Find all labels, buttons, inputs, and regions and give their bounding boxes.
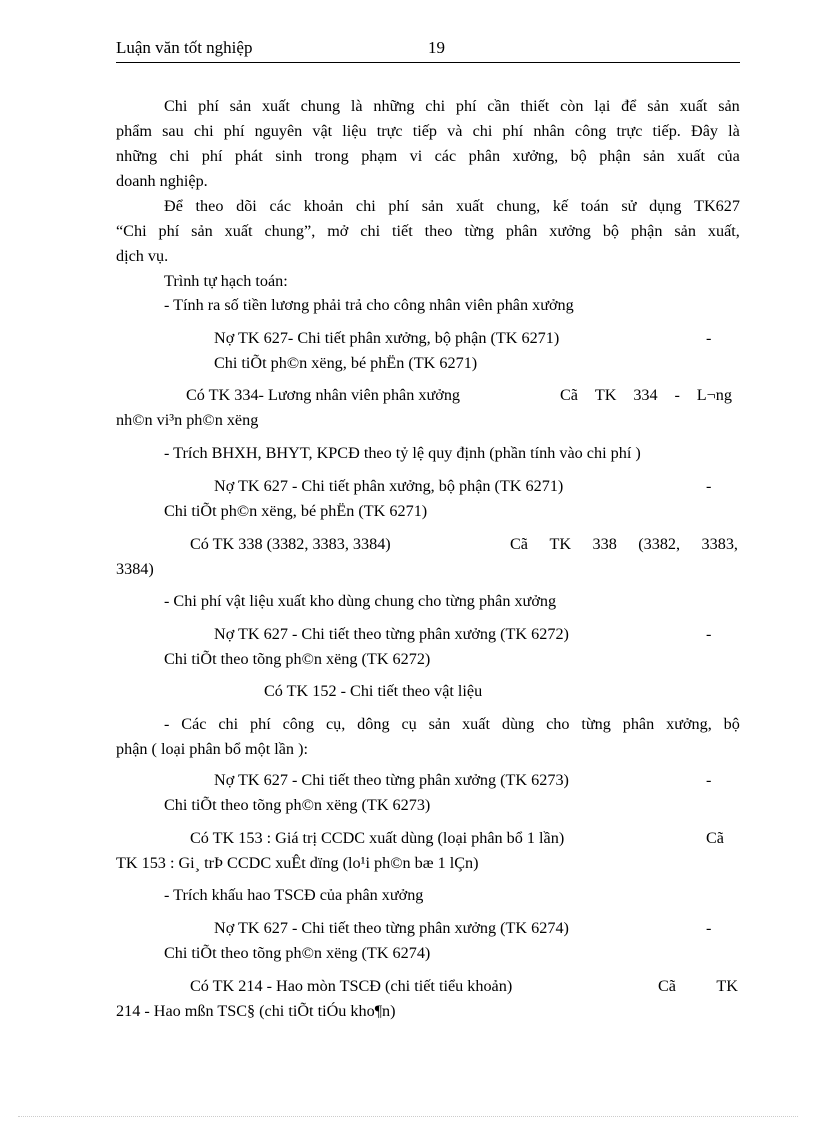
word: xuất: [679, 97, 708, 115]
word: sử: [621, 197, 637, 215]
word: Chi: [164, 97, 188, 115]
page-header: [116, 38, 740, 62]
word: kế: [552, 197, 569, 215]
b4-debit-dash: -: [706, 771, 712, 789]
word: phí: [250, 715, 271, 733]
word: các: [269, 197, 292, 215]
word: khoản: [303, 197, 344, 215]
word: sản: [428, 715, 451, 733]
para1-line4: doanh nghiệp.: [116, 172, 208, 190]
word: xuất: [677, 147, 705, 165]
word: phân: [505, 222, 538, 240]
word: cho: [546, 715, 570, 733]
b4-debit-entry-legacy: Chi tiÕt theo tõng ph©n xëng (TK 6273): [164, 796, 431, 814]
b3-credit-entry: Có TK 152 - Chi tiết theo vật liệu: [264, 682, 483, 700]
word: chi: [193, 122, 214, 140]
word: sản: [191, 222, 213, 240]
word: trực: [616, 122, 643, 140]
header-title: Luận văn tốt nghiệp: [116, 38, 253, 57]
word: phẩm: [116, 122, 152, 140]
b3-debit-entry: Nợ TK 627 - Chi tiết theo từng phân xưởng (TK 6272): [214, 625, 569, 643]
b5-debit-entry: Nợ TK 627 - Chi tiết theo từng phân xưởng (TK 6274): [214, 919, 569, 937]
word: xuất: [455, 197, 484, 215]
word: 338: [592, 535, 617, 553]
word: xưởng: [549, 222, 591, 240]
word: phạm: [361, 147, 398, 165]
bullet-2: - Trích BHXH, BHYT, KPCĐ theo tỷ lệ quy định (phần tính vào chi phí ): [164, 444, 641, 462]
word: dùng: [501, 715, 535, 733]
word: chi: [425, 97, 446, 115]
word: của: [717, 147, 740, 165]
word: sản: [647, 97, 669, 115]
word: chi: [169, 147, 190, 165]
word: phân: [622, 715, 655, 733]
b2-debit-entry: Nợ TK 627 - Chi tiết phân xưởng, bộ phận (TK 6271): [214, 477, 564, 495]
word: chung,: [496, 197, 541, 215]
word: TK627: [694, 197, 740, 215]
word: để: [621, 97, 637, 115]
word: tiết: [392, 222, 413, 240]
para2-line1: [164, 196, 740, 216]
word: Đây: [691, 122, 718, 140]
word: tiếp: [412, 122, 437, 140]
word: Cã: [560, 386, 578, 404]
bullet-1: - Tính ra số tiền lương phải trả cho công nhân viên phân xưởng: [164, 296, 574, 314]
word: dụng: [649, 197, 682, 215]
word: theo: [424, 222, 453, 240]
b4-credit-entry: Có TK 153 : Giá trị CCDC xuất dùng (loại phân bổ 1 lần): [190, 829, 565, 847]
word: (3382,: [638, 535, 681, 553]
word: chi: [472, 122, 493, 140]
procedure-heading: Trình tự hạch toán:: [164, 272, 288, 290]
header-divider: [116, 62, 740, 63]
b5-debit-entry-legacy: Chi tiÕt theo tõng ph©n xëng (TK 6274): [164, 944, 431, 962]
word: cần: [487, 97, 510, 115]
b4-credit-legacy: Cã: [706, 829, 724, 847]
word: và: [447, 122, 463, 140]
page-number: 19: [428, 38, 445, 57]
word: từng: [581, 715, 611, 733]
word: lại: [594, 97, 611, 115]
b2-credit-entry: Có TK 338 (3382, 3383, 3384): [190, 535, 391, 553]
word: dông: [357, 715, 390, 733]
b1-credit-entry: Có TK 334- Lương nhân viên phân xưởng: [186, 386, 461, 404]
word: xuất: [261, 97, 290, 115]
word: công: [574, 122, 607, 140]
word: phí: [223, 122, 245, 140]
para1-line3: [116, 146, 740, 166]
b1-debit-entry: Nợ TK 627- Chi tiết phân xưởng, bộ phận (TK 6271): [214, 329, 560, 347]
word: nhân: [533, 122, 565, 140]
word: Các: [181, 715, 207, 733]
word: chung”,: [264, 222, 316, 240]
b4-debit-entry: Nợ TK 627 - Chi tiết theo từng phân xưởng (TK 6273): [214, 771, 569, 789]
word: mở: [327, 222, 349, 240]
para1-line2: [116, 121, 740, 141]
word: xưởng,: [666, 715, 712, 733]
word: cụ: [401, 715, 417, 733]
b3-debit-dash: -: [706, 625, 712, 643]
word: là: [728, 122, 740, 140]
word: xưởng,: [512, 147, 559, 165]
word: “Chi: [116, 222, 147, 240]
b2-debit-dash: -: [706, 477, 712, 495]
b3-debit-entry-legacy: Chi tiÕt theo tõng ph©n xëng (TK 6272): [164, 650, 431, 668]
word: L¬ng: [696, 386, 732, 404]
word: -: [674, 386, 680, 404]
word: sau: [162, 122, 184, 140]
b1-credit-legacy: [560, 385, 732, 405]
word: phí: [158, 222, 180, 240]
word: -: [164, 715, 170, 733]
word: phận: [630, 222, 663, 240]
word: chi: [218, 715, 239, 733]
b2-credit-legacy-cont: 3384): [116, 560, 154, 578]
word: những: [373, 97, 415, 115]
word: sinh: [275, 147, 303, 165]
word: là: [350, 97, 363, 115]
word: những: [116, 147, 158, 165]
word: chi: [355, 197, 376, 215]
word: toán: [580, 197, 609, 215]
b5-credit-entry: Có TK 214 - Hao mòn TSCĐ (chi tiết tiểu khoản): [190, 977, 513, 995]
word: phận: [599, 147, 631, 165]
bullet-4-line1: [164, 714, 740, 734]
page-bottom-edge: [18, 1116, 798, 1117]
word: phí: [455, 97, 477, 115]
b5-credit-legacy: [658, 976, 738, 996]
b2-credit-legacy: [510, 534, 738, 554]
para2-line3: dịch vụ.: [116, 247, 169, 265]
word: chi: [360, 222, 381, 240]
word: từng: [464, 222, 494, 240]
word: sản: [718, 97, 740, 115]
word: Cã: [658, 977, 676, 995]
word: nguyên: [254, 122, 303, 140]
word: công: [282, 715, 315, 733]
para2-line2: [116, 221, 740, 241]
b1-credit-legacy-cont: nh©n vi³n ph©n xëng: [116, 411, 259, 429]
word: 334: [633, 386, 658, 404]
b2-debit-entry-legacy: Chi tiÕt ph©n xëng, bé phËn (TK 6271): [164, 502, 428, 520]
b5-debit-dash: -: [706, 919, 712, 937]
word: xuất: [224, 222, 253, 240]
bullet-4-line2: phận ( loại phân bổ một lần ):: [116, 740, 308, 758]
word: bộ: [602, 222, 620, 240]
word: liệu: [342, 122, 367, 140]
word: bộ: [723, 715, 740, 733]
word: TK: [549, 535, 572, 553]
word: tiếp.: [652, 122, 681, 140]
b4-credit-legacy-cont: TK 153 : Gi¸ trÞ CCDC xuÊt dïng (lo¹i ph©n bæ 1 lÇn): [116, 854, 479, 872]
word: phát: [234, 147, 263, 165]
word: sản: [229, 97, 252, 115]
word: chung: [300, 97, 341, 115]
word: Cã: [510, 535, 528, 553]
word: Để: [164, 197, 183, 215]
b5-credit-legacy-cont: 214 - Hao mßn TSC§ (chi tiÕt tiÓu kho¶n): [116, 1002, 396, 1020]
para1-line1: [164, 96, 740, 116]
word: sản: [674, 222, 696, 240]
word: sản: [421, 197, 444, 215]
bullet-3: - Chi phí vật liệu xuất kho dùng chung cho từng phân xưởng: [164, 592, 557, 610]
word: phí: [502, 122, 524, 140]
word: các: [434, 147, 457, 165]
word: theo: [195, 197, 224, 215]
word: bộ: [570, 147, 587, 165]
b1-debit-entry-legacy: Chi tiÕt ph©n xëng, bé phËn (TK 6271): [214, 354, 478, 372]
word: phí: [388, 197, 410, 215]
word: thiết: [520, 97, 550, 115]
word: trong: [314, 147, 349, 165]
word: TK: [716, 977, 738, 995]
word: phí: [201, 147, 223, 165]
word: sản: [643, 147, 665, 165]
word: phí: [198, 97, 219, 115]
word: vật: [312, 122, 333, 140]
word: phân: [468, 147, 501, 165]
word: cụ,: [325, 715, 346, 733]
word: vi: [409, 147, 423, 165]
b1-debit-dash: -: [706, 329, 712, 347]
word: xuất: [462, 715, 490, 733]
word: trực: [376, 122, 403, 140]
word: còn: [560, 97, 584, 115]
word: 3383,: [701, 535, 738, 553]
word: dõi: [236, 197, 257, 215]
word: TK: [594, 386, 617, 404]
word: xuất,: [707, 222, 740, 240]
bullet-5: - Trích khấu hao TSCĐ của phân xưởng: [164, 886, 424, 904]
